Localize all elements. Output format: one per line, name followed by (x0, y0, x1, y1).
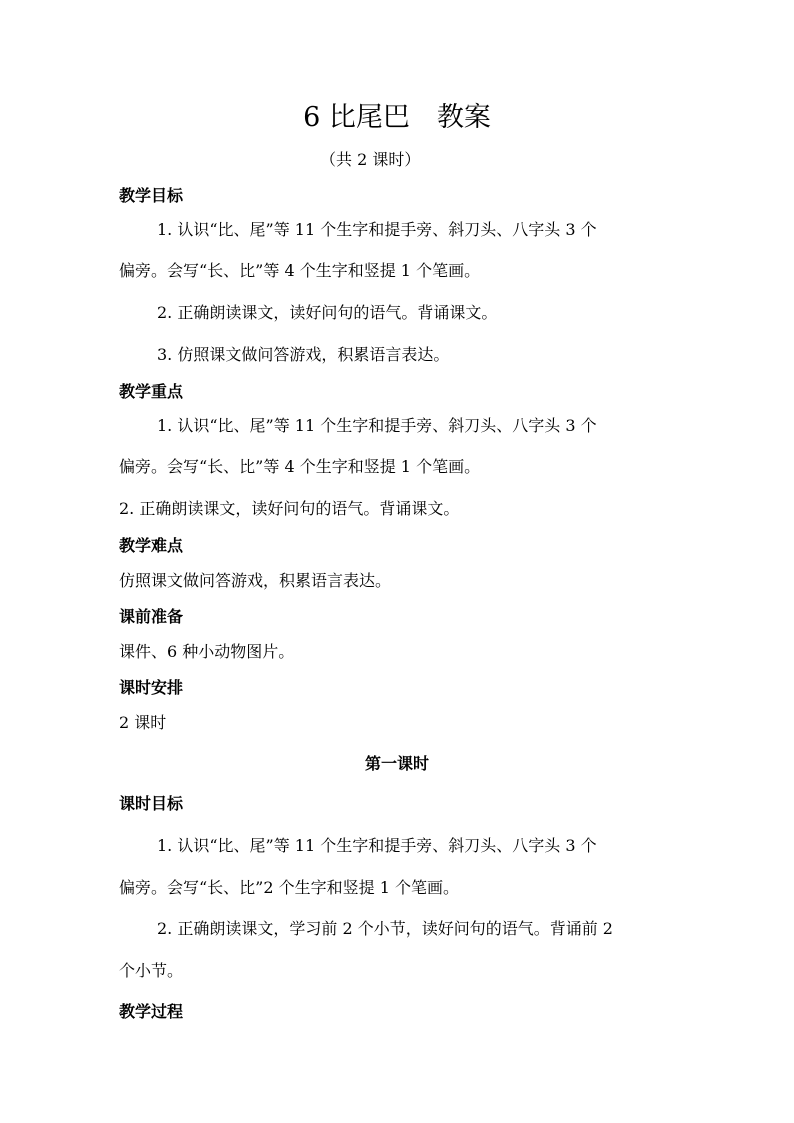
lesson1-goals-item-2-cont: 个小节。 (119, 961, 184, 980)
key-points-item-1: 1. 认识“比、尾”等 11 个生字和提手旁、斜刀头、八字头 3 个 (157, 416, 597, 435)
lesson1-process-heading: 教学过程 (119, 1002, 184, 1021)
section-heading-goals: 教学目标 (119, 186, 184, 205)
goals-item-1: 1. 认识“比、尾”等 11 个生字和提手旁、斜刀头、八字头 3 个 (157, 220, 597, 239)
difficulties-text: 仿照课文做问答游戏，积累语言表达。 (119, 571, 392, 590)
goals-item-3: 3. 仿照课文做问答游戏，积累语言表达。 (157, 345, 450, 364)
schedule-text: 2 课时 (119, 713, 167, 732)
key-points-item-2: 2. 正确朗读课文，读好问句的语气。背诵课文。 (119, 499, 460, 518)
lesson1-goals-heading: 课时目标 (119, 794, 184, 813)
goals-item-1-cont: 偏旁。会写“长、比”等 4 个生字和竖提 1 个笔画。 (119, 261, 481, 280)
section-heading-preparation: 课前准备 (119, 607, 184, 626)
lesson1-goals-item-1: 1. 认识“比、尾”等 11 个生字和提手旁、斜刀头、八字头 3 个 (157, 836, 597, 855)
section-heading-schedule: 课时安排 (119, 678, 184, 697)
preparation-text: 课件、6 种小动物图片。 (119, 642, 295, 661)
document-subtitle: （共 2 课时） (320, 150, 421, 169)
key-points-item-1-cont: 偏旁。会写“长、比”等 4 个生字和竖提 1 个笔画。 (119, 457, 481, 476)
section-heading-key-points: 教学重点 (119, 382, 184, 401)
lesson1-heading: 第一课时 (364, 754, 429, 773)
lesson1-goals-item-2: 2. 正确朗读课文，学习前 2 个小节，读好问句的语气。背诵前 2 (157, 919, 613, 938)
section-heading-difficulties: 教学难点 (119, 536, 184, 555)
lesson1-goals-item-1-cont: 偏旁。会写“长、比”2 个生字和竖提 1 个笔画。 (119, 878, 459, 897)
document-title: 6 比尾巴 教案 (303, 102, 491, 133)
goals-item-2: 2. 正确朗读课文，读好问句的语气。背诵课文。 (157, 303, 498, 322)
